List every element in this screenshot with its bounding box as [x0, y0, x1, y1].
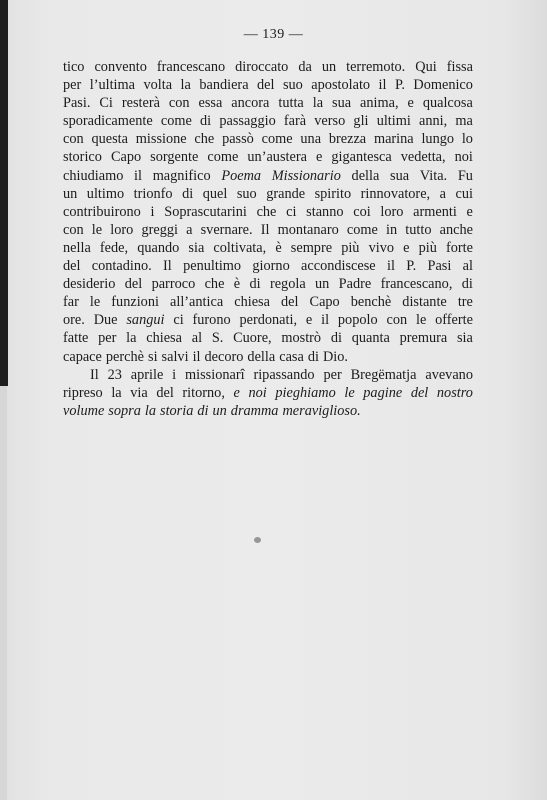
word: da	[298, 59, 312, 75]
word: funzioni	[111, 294, 159, 311]
word: giorno	[252, 258, 290, 275]
word: francescano	[156, 59, 226, 75]
word: furono	[192, 312, 231, 329]
word: popolo	[337, 312, 378, 329]
word: suo	[236, 185, 257, 202]
word: tico	[63, 59, 85, 75]
word: il	[134, 167, 142, 184]
word: capace	[63, 348, 102, 365]
text-line	[63, 148, 473, 166]
page-number: — 139 —	[243, 27, 304, 42]
word: per	[63, 77, 82, 94]
text-line	[63, 239, 473, 257]
word: il	[386, 258, 395, 275]
text-line	[63, 130, 473, 148]
word: meraviglioso.	[282, 402, 361, 419]
word: Il	[260, 221, 270, 238]
text-line	[63, 348, 473, 366]
word: e	[466, 203, 473, 220]
word: rinnovatore,	[360, 185, 431, 202]
word: stanno	[306, 203, 344, 220]
word: al	[462, 258, 473, 275]
word: e	[315, 149, 323, 166]
word: che	[204, 276, 225, 293]
word: aprile	[130, 366, 164, 383]
word: vedetta,	[400, 149, 446, 166]
body-text	[63, 58, 473, 420]
word: con	[63, 131, 84, 148]
word: che	[194, 131, 215, 148]
word: i	[172, 366, 177, 383]
word: P.	[406, 258, 417, 275]
word: coltivata,	[213, 239, 267, 256]
word: distante	[402, 294, 447, 311]
word: francescano,	[380, 276, 453, 293]
word: Vita.	[419, 167, 448, 184]
word: di	[307, 348, 319, 365]
word: S.	[211, 330, 224, 347]
word: sempre	[290, 239, 333, 256]
word: a	[186, 221, 193, 238]
word: Poema	[221, 167, 262, 184]
word: del	[124, 276, 143, 293]
word: Il	[90, 366, 99, 383]
word: 23	[107, 366, 122, 383]
word: sia	[456, 330, 473, 347]
word: passaggio	[219, 113, 276, 130]
word: nella	[63, 239, 91, 256]
word: Capo	[110, 149, 142, 166]
word: ripreso	[63, 384, 103, 401]
text-line	[63, 275, 473, 293]
word: sopra	[108, 402, 141, 419]
word: penultimo	[183, 258, 242, 275]
word: questa	[91, 131, 128, 148]
text-line	[63, 402, 473, 420]
scan-edge-shadow	[0, 0, 8, 386]
text-line	[63, 311, 473, 329]
word: loro	[380, 203, 404, 220]
word: Il	[163, 258, 172, 275]
word: decoro	[204, 348, 244, 365]
word: le	[415, 312, 427, 329]
word: con	[63, 221, 84, 238]
word: per	[98, 330, 117, 347]
word: forte	[445, 239, 473, 256]
word: far	[63, 294, 79, 311]
word: volta	[143, 77, 173, 94]
word: resterà	[121, 95, 160, 112]
word: un	[212, 402, 227, 419]
text-line	[63, 76, 473, 94]
word: mostrò	[281, 330, 322, 347]
word: perchè	[105, 348, 144, 365]
word: chiesa	[146, 330, 182, 347]
word: e	[305, 312, 313, 329]
text-line	[63, 94, 473, 112]
word: via	[130, 384, 148, 401]
word: accondiscese	[301, 258, 376, 275]
word: storia	[160, 402, 194, 419]
word: sua	[390, 167, 410, 184]
word: tutta	[278, 95, 304, 112]
word: bandiera	[199, 77, 249, 94]
word: terremoto.	[346, 59, 406, 75]
word: pagine	[363, 384, 403, 401]
word: più	[418, 239, 437, 256]
word: la	[180, 77, 191, 94]
word: Pasi.	[63, 95, 91, 112]
word: cui	[455, 185, 473, 202]
word: missione	[135, 131, 187, 148]
word: ore.	[63, 312, 85, 329]
word: come	[261, 131, 293, 148]
word: offerte	[435, 312, 473, 329]
word: quando	[137, 239, 180, 256]
word: qualcosa	[422, 95, 473, 112]
word: regola	[269, 276, 306, 293]
word: chiudiamo	[63, 167, 124, 184]
word: farà	[283, 113, 307, 130]
word: una	[300, 131, 322, 148]
word: il	[321, 312, 330, 329]
word: trionfo	[133, 185, 173, 202]
word: fissa	[446, 59, 473, 75]
text-line	[63, 112, 473, 130]
text-line	[63, 203, 473, 221]
word: di	[330, 330, 342, 347]
word: un	[63, 185, 78, 202]
word: un’austera	[247, 149, 307, 166]
word: del	[281, 294, 299, 311]
word: con	[168, 95, 190, 112]
word: Domenico	[413, 77, 473, 94]
word: sangui	[126, 312, 165, 329]
word: Qui	[415, 59, 437, 75]
word: le	[89, 294, 101, 311]
word: marina	[373, 131, 414, 148]
word: del	[63, 258, 81, 275]
word: lo	[461, 131, 473, 148]
word: Padre	[338, 276, 372, 293]
word: la	[312, 95, 324, 112]
text-line	[63, 221, 473, 239]
word: parroco	[151, 276, 196, 293]
word: è	[233, 276, 241, 293]
word: nostro	[436, 384, 473, 401]
word: magnifico	[152, 167, 211, 184]
text-line	[63, 167, 473, 185]
word: fede,	[99, 239, 129, 256]
word: sia	[188, 239, 205, 256]
word: perdonati,	[239, 312, 298, 329]
word: svernare.	[200, 221, 253, 238]
word: Ci	[99, 95, 113, 112]
word: brezza	[328, 131, 367, 148]
word: P.	[394, 77, 405, 94]
word: pieghiamo	[275, 384, 336, 401]
word: apostolato	[311, 77, 371, 94]
word: Missionario	[271, 167, 341, 184]
word: di	[197, 402, 209, 419]
word: e	[233, 384, 240, 401]
word: il	[192, 348, 201, 365]
word: casa	[279, 348, 304, 365]
word: armenti	[413, 203, 457, 220]
word: grande	[266, 185, 306, 202]
word: premura	[399, 330, 448, 347]
word: Soprascutarini	[164, 203, 247, 220]
word: benchè	[350, 294, 392, 311]
word: di	[249, 276, 261, 293]
word: e	[403, 239, 410, 256]
word: noi	[248, 384, 267, 401]
text-line	[63, 329, 473, 347]
word: della	[351, 167, 380, 184]
word: contribuirono	[63, 203, 141, 220]
word: come	[207, 149, 239, 166]
word: ultimi	[376, 113, 411, 130]
text-line	[63, 257, 473, 275]
word: fatte	[63, 330, 89, 347]
word: storico	[63, 149, 102, 166]
word: si	[148, 348, 158, 365]
word: le	[344, 384, 355, 401]
word: desiderio	[63, 276, 116, 293]
word: suo	[282, 77, 303, 94]
word: del	[156, 384, 174, 401]
word: e	[407, 95, 414, 112]
word: la	[126, 330, 137, 347]
word: Bregëmatja	[350, 366, 417, 383]
word: contadino.	[91, 258, 152, 275]
word: volume	[63, 402, 105, 419]
text-line	[63, 293, 473, 311]
word: di	[200, 113, 212, 130]
word: del	[410, 384, 429, 401]
word: la	[144, 402, 156, 419]
word: Cuore,	[233, 330, 272, 347]
word: noi	[454, 149, 473, 166]
word: ci	[286, 203, 297, 220]
word: tre	[457, 294, 473, 311]
word: ripassando	[253, 366, 315, 383]
word: Capo	[309, 294, 340, 311]
word: l’ultima	[89, 77, 135, 94]
word: le	[91, 221, 103, 238]
word: missionarî	[185, 366, 245, 383]
word: diroccato	[235, 59, 289, 75]
word: Dio.	[322, 348, 348, 365]
word: Pasi	[427, 258, 452, 275]
word: Due	[93, 312, 118, 329]
word: la	[111, 384, 122, 401]
word: gigantesca	[331, 149, 392, 166]
word: vivo	[368, 239, 394, 256]
word: i	[150, 203, 155, 220]
word: avevano	[425, 366, 473, 383]
word: passò	[222, 131, 254, 148]
word: tutto	[405, 221, 432, 238]
text-line	[63, 185, 473, 203]
word: come	[346, 221, 378, 238]
word: lungo	[421, 131, 455, 148]
word: più	[341, 239, 360, 256]
word: convento	[94, 59, 147, 75]
word: verso	[314, 113, 346, 130]
word: è	[275, 239, 282, 256]
word: un	[315, 276, 330, 293]
ink-speck	[254, 537, 261, 543]
text-line	[63, 384, 473, 402]
word: gli	[353, 113, 369, 130]
word: anche	[439, 221, 473, 238]
word: il	[378, 77, 387, 94]
word: di	[182, 185, 194, 202]
word: ci	[173, 312, 184, 329]
word: ultimo	[86, 185, 125, 202]
word: Fu	[457, 167, 473, 184]
word: per	[323, 366, 342, 383]
word: ma	[455, 113, 473, 130]
word: a	[439, 185, 446, 202]
word: ritorno,	[182, 384, 225, 401]
word: sporadicamente	[63, 113, 153, 130]
word: con	[386, 312, 408, 329]
word: greggi	[141, 221, 178, 238]
word: loro	[110, 221, 134, 238]
word: di	[461, 276, 473, 293]
word: chiesa	[234, 294, 270, 311]
word: quanta	[351, 330, 390, 347]
word: del	[257, 77, 275, 94]
word: come	[160, 113, 192, 130]
word: all’antica	[170, 294, 224, 311]
word: montanaro	[277, 221, 339, 238]
word: salvi	[161, 348, 189, 365]
word: della	[247, 348, 276, 365]
word: spirito	[314, 185, 352, 202]
word: anni,	[419, 113, 448, 130]
word: quel	[202, 185, 228, 202]
word: dramma	[230, 402, 279, 419]
word: anima,	[360, 95, 399, 112]
word: in	[386, 221, 398, 238]
word: essa	[198, 95, 223, 112]
word: ancora	[231, 95, 270, 112]
word: sorgente	[150, 149, 199, 166]
text-line	[63, 58, 473, 76]
word: che	[256, 203, 277, 220]
text-line	[63, 366, 473, 384]
word: sua	[332, 95, 352, 112]
word: un	[321, 59, 337, 75]
word: coi	[353, 203, 371, 220]
word: al	[191, 330, 203, 347]
